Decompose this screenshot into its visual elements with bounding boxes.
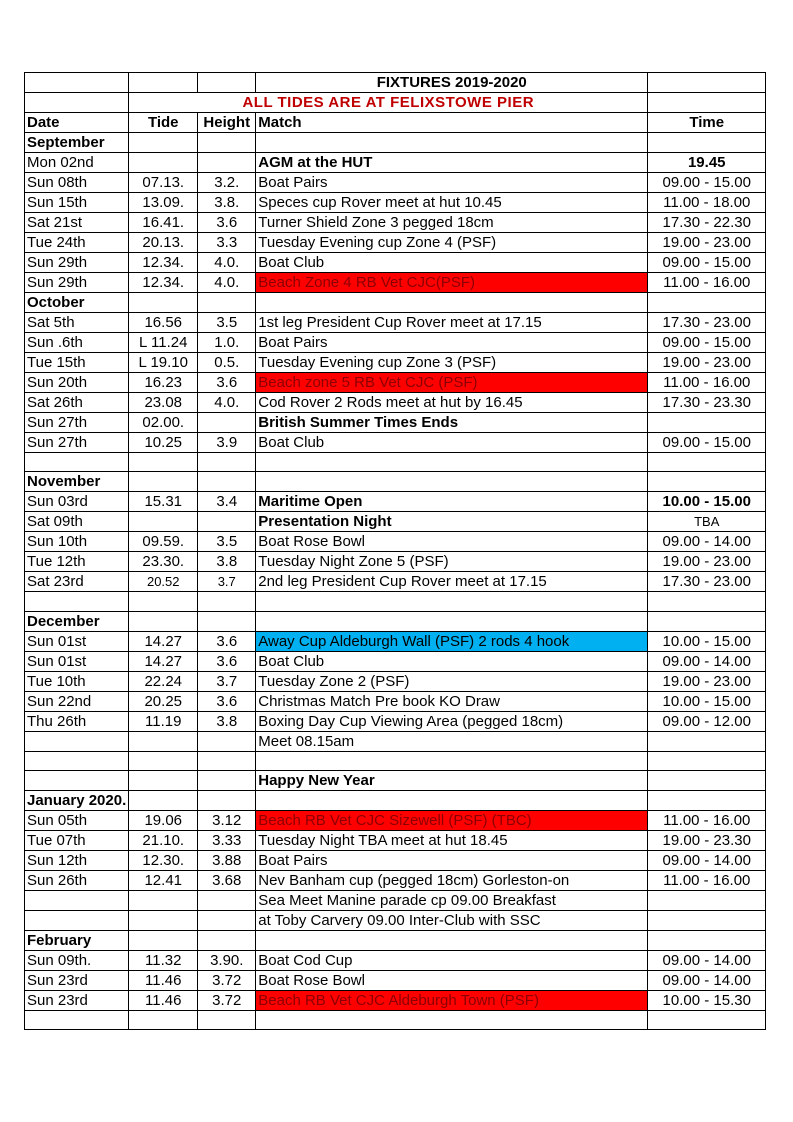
table-row (25, 173, 766, 193)
time-cell: 19.00 - 23.00 (648, 233, 766, 253)
section-row (25, 293, 766, 313)
date-cell: Sun 29th (25, 253, 129, 273)
match-cell: 2nd leg President Cup Rover meet at 17.15 (256, 572, 648, 592)
tides-note: ALL TIDES ARE AT FELIXSTOWE PIER (129, 93, 648, 113)
cell-empty (129, 472, 198, 492)
cell-empty (256, 930, 648, 950)
cell-empty (256, 751, 648, 770)
cell-empty (198, 133, 256, 153)
cell-empty (129, 293, 198, 313)
blank-row (25, 1010, 766, 1029)
cell-empty (129, 611, 198, 631)
section-label: September (25, 133, 129, 153)
match-cell: at Toby Carvery 09.00 Inter-Club with SSC (256, 910, 648, 930)
section-row (25, 790, 766, 810)
cell-empty (648, 1010, 766, 1029)
height-cell: 3.6 (198, 651, 256, 671)
height-cell: 3.6 (198, 213, 256, 233)
table-row (25, 671, 766, 691)
cell-empty (198, 790, 256, 810)
match-cell: Christmas Match Pre book KO Draw (256, 691, 648, 711)
match-cell: Boxing Day Cup Viewing Area (pegged 18cm) (256, 711, 648, 731)
title-row (25, 73, 766, 93)
tide-cell: 11.46 (129, 970, 198, 990)
match-cell: British Summer Times Ends (256, 413, 648, 433)
header-time: Time (648, 113, 766, 133)
height-cell: 3.72 (198, 990, 256, 1010)
cell-empty (25, 592, 129, 611)
tide-cell (129, 731, 198, 751)
match-cell: Tuesday Evening cup Zone 3 (PSF) (256, 353, 648, 373)
table-row (25, 810, 766, 830)
date-cell: Sun 09th. (25, 950, 129, 970)
match-cell: Boat Cod Cup (256, 950, 648, 970)
table-row (25, 850, 766, 870)
match-cell: Boat Pairs (256, 850, 648, 870)
time-cell (648, 731, 766, 751)
tide-cell: 12.34. (129, 273, 198, 293)
time-cell: 17.30 - 23.00 (648, 572, 766, 592)
time-cell: 10.00 - 15.00 (648, 691, 766, 711)
table-row (25, 333, 766, 353)
time-cell: 11.00 - 16.00 (648, 373, 766, 393)
height-cell: 3.33 (198, 830, 256, 850)
height-cell: 3.8. (198, 193, 256, 213)
tide-cell: 09.59. (129, 532, 198, 552)
time-cell (648, 413, 766, 433)
cell-empty (198, 73, 256, 93)
time-cell: 09.00 - 14.00 (648, 970, 766, 990)
height-cell: 3.9 (198, 433, 256, 453)
cell-empty (648, 93, 766, 113)
tide-cell: 20.52 (129, 572, 198, 592)
tide-cell: 12.34. (129, 253, 198, 273)
cell-empty (129, 453, 198, 472)
cell-empty (256, 592, 648, 611)
tide-cell: 11.32 (129, 950, 198, 970)
tide-cell: 16.56 (129, 313, 198, 333)
date-cell: Sun 12th (25, 850, 129, 870)
table-row (25, 492, 766, 512)
cell-empty (25, 453, 129, 472)
tide-cell: 12.41 (129, 870, 198, 890)
cell-empty (648, 751, 766, 770)
table-row (25, 193, 766, 213)
table-row (25, 631, 766, 651)
height-cell: 3.88 (198, 850, 256, 870)
height-cell: 3.3 (198, 233, 256, 253)
time-cell: 19.00 - 23.00 (648, 671, 766, 691)
height-cell (198, 890, 256, 910)
time-cell: 09.00 - 15.00 (648, 333, 766, 353)
table-row (25, 512, 766, 532)
tide-cell: 16.41. (129, 213, 198, 233)
cell-empty (25, 73, 129, 93)
tide-cell: 20.13. (129, 233, 198, 253)
cell-empty (198, 472, 256, 492)
cell-empty (648, 133, 766, 153)
table-row (25, 373, 766, 393)
height-cell (198, 413, 256, 433)
tide-cell: L 19.10 (129, 353, 198, 373)
tide-cell: 11.19 (129, 711, 198, 731)
date-cell: Sun 23rd (25, 990, 129, 1010)
section-label: October (25, 293, 129, 313)
match-cell: Tuesday Zone 2 (PSF) (256, 671, 648, 691)
date-cell: Sun 26th (25, 870, 129, 890)
match-cell: Boat Rose Bowl (256, 970, 648, 990)
date-cell: Sun .6th (25, 333, 129, 353)
match-cell: Beach RB Vet CJC Sizewell (PSF) (TBC) (256, 810, 648, 830)
table-row (25, 830, 766, 850)
height-cell: 3.12 (198, 810, 256, 830)
tide-cell (129, 153, 198, 173)
cell-empty (648, 592, 766, 611)
time-cell: 09.00 - 14.00 (648, 532, 766, 552)
tide-cell: 02.00. (129, 413, 198, 433)
table-row (25, 413, 766, 433)
time-cell: 09.00 - 15.00 (648, 433, 766, 453)
date-cell: Sun 01st (25, 651, 129, 671)
header-height: Height (198, 113, 256, 133)
height-cell (198, 731, 256, 751)
cell-empty (25, 751, 129, 770)
height-cell (198, 512, 256, 532)
page-title: FIXTURES 2019-2020 (256, 73, 648, 93)
height-cell: 4.0. (198, 273, 256, 293)
time-cell: 10.00 - 15.00 (648, 492, 766, 512)
cell-empty (648, 472, 766, 492)
table-row (25, 313, 766, 333)
date-cell: Sat 5th (25, 313, 129, 333)
tide-cell: 22.24 (129, 671, 198, 691)
match-cell: Speces cup Rover meet at hut 10.45 (256, 193, 648, 213)
time-cell (648, 910, 766, 930)
table-row (25, 213, 766, 233)
date-cell: Sat 09th (25, 512, 129, 532)
table-row (25, 910, 766, 930)
height-cell: 3.68 (198, 870, 256, 890)
time-cell: 11.00 - 16.00 (648, 273, 766, 293)
table-row (25, 393, 766, 413)
height-cell: 3.72 (198, 970, 256, 990)
height-cell: 3.7 (198, 572, 256, 592)
match-cell: Boat Rose Bowl (256, 532, 648, 552)
time-cell: 17.30 - 23.00 (648, 313, 766, 333)
height-cell: 3.6 (198, 373, 256, 393)
tide-cell: 19.06 (129, 810, 198, 830)
height-cell: 1.0. (198, 333, 256, 353)
height-cell (198, 153, 256, 173)
tide-cell: 21.10. (129, 830, 198, 850)
cell-empty (198, 592, 256, 611)
time-cell: 09.00 - 15.00 (648, 253, 766, 273)
time-cell: 11.00 - 16.00 (648, 870, 766, 890)
date-cell (25, 890, 129, 910)
time-cell: 11.00 - 18.00 (648, 193, 766, 213)
date-cell: Sat 21st (25, 213, 129, 233)
match-cell: Tuesday Night Zone 5 (PSF) (256, 552, 648, 572)
time-cell: 11.00 - 16.00 (648, 810, 766, 830)
height-cell: 3.6 (198, 691, 256, 711)
section-row (25, 611, 766, 631)
time-cell: 09.00 - 15.00 (648, 173, 766, 193)
date-cell: Tue 12th (25, 552, 129, 572)
time-cell: TBA (648, 512, 766, 532)
cell-empty (648, 790, 766, 810)
header-date: Date (25, 113, 129, 133)
height-cell (198, 910, 256, 930)
section-row (25, 472, 766, 492)
match-cell: AGM at the HUT (256, 153, 648, 173)
tide-cell: 14.27 (129, 651, 198, 671)
match-cell: Beach RB Vet CJC Aldeburgh Town (PSF) (256, 990, 648, 1010)
tide-cell: 07.13. (129, 173, 198, 193)
height-cell: 3.5 (198, 532, 256, 552)
date-cell: Tue 10th (25, 671, 129, 691)
match-cell: Cod Rover 2 Rods meet at hut by 16.45 (256, 393, 648, 413)
time-cell: 10.00 - 15.30 (648, 990, 766, 1010)
table-row (25, 433, 766, 453)
height-cell: 3.7 (198, 671, 256, 691)
cell-empty (256, 1010, 648, 1029)
date-cell (25, 770, 129, 790)
date-cell: Sun 01st (25, 631, 129, 651)
table-row (25, 532, 766, 552)
blank-row (25, 453, 766, 472)
date-cell: Sun 08th (25, 173, 129, 193)
height-cell: 4.0. (198, 393, 256, 413)
table-row (25, 870, 766, 890)
date-cell: Sun 23rd (25, 970, 129, 990)
fixtures-table (24, 72, 766, 1030)
time-cell (648, 890, 766, 910)
cell-empty (198, 930, 256, 950)
height-cell: 3.8 (198, 711, 256, 731)
cell-empty (129, 1010, 198, 1029)
match-cell: Boat Pairs (256, 173, 648, 193)
tide-cell: 20.25 (129, 691, 198, 711)
section-row (25, 133, 766, 153)
height-cell: 3.4 (198, 492, 256, 512)
time-cell: 19.00 - 23.00 (648, 353, 766, 373)
match-cell: Presentation Night (256, 512, 648, 532)
time-cell (648, 770, 766, 790)
tide-cell: 23.30. (129, 552, 198, 572)
table-row (25, 273, 766, 293)
match-cell: Meet 08.15am (256, 731, 648, 751)
cell-empty (198, 611, 256, 631)
height-cell: 3.8 (198, 552, 256, 572)
tide-cell (129, 910, 198, 930)
date-cell: Thu 26th (25, 711, 129, 731)
match-cell: Maritime Open (256, 492, 648, 512)
height-cell: 4.0. (198, 253, 256, 273)
match-cell: Beach Zone 4 RB Vet CJC(PSF) (256, 273, 648, 293)
time-cell: 09.00 - 14.00 (648, 850, 766, 870)
table-row (25, 770, 766, 790)
blank-row (25, 592, 766, 611)
match-cell: Sea Meet Manine parade cp 09.00 Breakfast (256, 890, 648, 910)
tide-cell (129, 512, 198, 532)
cell-empty (25, 93, 129, 113)
table-row (25, 990, 766, 1010)
match-cell: Away Cup Aldeburgh Wall (PSF) 2 rods 4 hook (256, 631, 648, 651)
cell-empty (648, 930, 766, 950)
match-cell: Tuesday Night TBA meet at hut 18.45 (256, 830, 648, 850)
table-row (25, 233, 766, 253)
time-cell: 19.45 (648, 153, 766, 173)
cell-empty (256, 611, 648, 631)
cell-empty (256, 293, 648, 313)
time-cell: 17.30 - 22.30 (648, 213, 766, 233)
match-cell: Boat Club (256, 253, 648, 273)
cell-empty (129, 790, 198, 810)
match-cell: Boat Club (256, 651, 648, 671)
tide-cell (129, 890, 198, 910)
match-cell: Tuesday Evening cup Zone 4 (PSF) (256, 233, 648, 253)
match-cell: Boat Club (256, 433, 648, 453)
date-cell (25, 910, 129, 930)
date-cell: Sun 05th (25, 810, 129, 830)
date-cell: Sun 15th (25, 193, 129, 213)
cell-empty (256, 472, 648, 492)
cell-empty (25, 1010, 129, 1029)
cell-empty (198, 293, 256, 313)
section-label: February (25, 930, 129, 950)
date-cell: Sun 10th (25, 532, 129, 552)
header-match: Match (256, 113, 648, 133)
cell-empty (129, 73, 198, 93)
time-cell: 17.30 - 23.30 (648, 393, 766, 413)
height-cell: 3.2. (198, 173, 256, 193)
blank-row (25, 751, 766, 770)
date-cell: Sun 03rd (25, 492, 129, 512)
date-cell: Mon 02nd (25, 153, 129, 173)
table-row (25, 950, 766, 970)
tide-cell: 13.09. (129, 193, 198, 213)
time-cell: 09.00 - 14.00 (648, 950, 766, 970)
section-row (25, 930, 766, 950)
cell-empty (648, 453, 766, 472)
time-cell: 19.00 - 23.30 (648, 830, 766, 850)
fixtures-table-body (25, 73, 766, 1030)
date-cell: Tue 15th (25, 353, 129, 373)
tide-cell: L 11.24 (129, 333, 198, 353)
header-tide: Tide (129, 113, 198, 133)
tide-cell: 15.31 (129, 492, 198, 512)
cell-empty (256, 133, 648, 153)
tides-note-row (25, 93, 766, 113)
date-cell: Tue 07th (25, 830, 129, 850)
cell-empty (256, 453, 648, 472)
table-row (25, 153, 766, 173)
tide-cell (129, 770, 198, 790)
time-cell: 09.00 - 12.00 (648, 711, 766, 731)
table-row (25, 711, 766, 731)
header-row (25, 113, 766, 133)
cell-empty (648, 293, 766, 313)
tide-cell: 23.08 (129, 393, 198, 413)
section-label: November (25, 472, 129, 492)
section-label: December (25, 611, 129, 631)
tide-cell: 11.46 (129, 990, 198, 1010)
cell-empty (129, 751, 198, 770)
date-cell (25, 731, 129, 751)
date-cell: Sun 20th (25, 373, 129, 393)
table-row (25, 651, 766, 671)
date-cell: Sat 26th (25, 393, 129, 413)
table-row (25, 970, 766, 990)
match-cell: Happy New Year (256, 770, 648, 790)
cell-empty (256, 790, 648, 810)
height-cell (198, 770, 256, 790)
match-cell: Nev Banham cup (pegged 18cm) Gorleston-on (256, 870, 648, 890)
time-cell: 10.00 - 15.00 (648, 631, 766, 651)
match-cell: 1st leg President Cup Rover meet at 17.15 (256, 313, 648, 333)
table-row (25, 572, 766, 592)
table-row (25, 253, 766, 273)
table-row (25, 353, 766, 373)
section-label: January 2020. (25, 790, 129, 810)
height-cell: 3.90. (198, 950, 256, 970)
cell-empty (648, 611, 766, 631)
tide-cell: 14.27 (129, 631, 198, 651)
date-cell: Sun 22nd (25, 691, 129, 711)
tide-cell: 10.25 (129, 433, 198, 453)
date-cell: Tue 24th (25, 233, 129, 253)
date-cell: Sun 27th (25, 413, 129, 433)
table-row (25, 691, 766, 711)
cell-empty (198, 453, 256, 472)
height-cell: 3.6 (198, 631, 256, 651)
tide-cell: 16.23 (129, 373, 198, 393)
cell-empty (129, 133, 198, 153)
time-cell: 09.00 - 14.00 (648, 651, 766, 671)
match-cell: Boat Pairs (256, 333, 648, 353)
table-row (25, 890, 766, 910)
cell-empty (198, 1010, 256, 1029)
cell-empty (648, 73, 766, 93)
table-row (25, 552, 766, 572)
time-cell: 19.00 - 23.00 (648, 552, 766, 572)
date-cell: Sun 27th (25, 433, 129, 453)
cell-empty (129, 592, 198, 611)
cell-empty (129, 930, 198, 950)
date-cell: Sat 23rd (25, 572, 129, 592)
match-cell: Beach zone 5 RB Vet CJC (PSF) (256, 373, 648, 393)
height-cell: 3.5 (198, 313, 256, 333)
match-cell: Turner Shield Zone 3 pegged 18cm (256, 213, 648, 233)
date-cell: Sun 29th (25, 273, 129, 293)
table-row (25, 731, 766, 751)
cell-empty (198, 751, 256, 770)
tide-cell: 12.30. (129, 850, 198, 870)
height-cell: 0.5. (198, 353, 256, 373)
